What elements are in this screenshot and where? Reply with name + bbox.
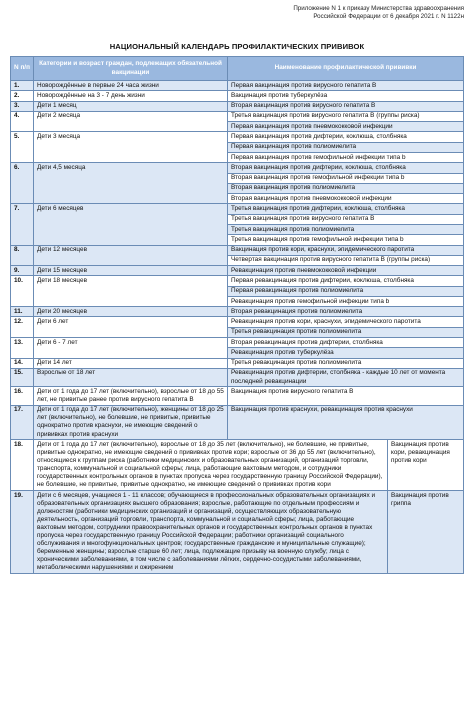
column-header-category: Категории и возраст граждан, подлежащих обязательной вакцинации <box>34 57 228 81</box>
row-category: Дети 18 месяцев <box>34 276 228 307</box>
row-category: Дети 2 месяца <box>34 111 228 132</box>
row-vaccination: Первая ревакцинация против дифтерии, коклюша, столбняка <box>228 276 464 286</box>
row-category: Дети 6 - 7 лет <box>34 338 228 359</box>
row-vaccination: Первая ревакцинация против полиомиелита <box>228 286 464 296</box>
table-row <box>11 405 464 440</box>
row-number: 2. <box>11 91 34 101</box>
table-row <box>11 204 464 214</box>
row-number: 10. <box>11 276 34 307</box>
row-vaccination: Третья вакцинация против гемофильной инфекции типа b <box>228 235 464 245</box>
vaccination-calendar-table <box>10 56 464 574</box>
row-number: 15. <box>11 368 34 386</box>
row-vaccination: Третья ревакцинация против полиомиелита <box>228 358 464 368</box>
row-vaccination: Вакцинация против кори, краснухи, эпидемического паротита <box>228 245 464 255</box>
row-vaccination: Третья вакцинация против вирусного гепатита B <box>228 214 464 224</box>
row-vaccination: Ревакцинация против гемофильной инфекции типа b <box>228 296 464 306</box>
row-number: 1. <box>11 81 34 91</box>
row-category: Дети 14 лет <box>34 358 228 368</box>
row-category: Дети от 1 года до 17 лет (включительно), взрослые от 18 до 55 лет, не привитые ранее против вирусного гепатита B <box>34 387 228 405</box>
table-row <box>11 317 464 327</box>
row-vaccination: Вакцинация против гриппа <box>388 490 464 573</box>
row-vaccination: Первая вакцинация против гемофильной инфекции типа b <box>228 152 464 162</box>
row-vaccination: Ревакцинация против дифтерии, столбняка - каждые 10 лет от момента последней ревакцинации <box>228 368 464 386</box>
row-number: 13. <box>11 338 34 359</box>
table-row <box>11 368 464 386</box>
row-vaccination: Первая вакцинация против вирусного гепатита B <box>228 81 464 91</box>
row-number: 7. <box>11 204 34 245</box>
row-category: Дети от 1 года до 17 лет (включительно), женщины от 18 до 25 лет (включительно), не болевшие, не привитые, привитые однократно против краснухи, не имеющие сведений о прививках против краснухи <box>34 405 228 440</box>
row-vaccination: Первая вакцинация против дифтерии, коклюша, столбняка <box>228 132 464 142</box>
row-vaccination: Третья вакцинация против вирусного гепатита B (группы риска) <box>228 111 464 121</box>
row-vaccination: Вторая вакцинация против вирусного гепатита B <box>228 101 464 111</box>
row-vaccination: Ревакцинация против туберкулёза <box>228 348 464 358</box>
row-vaccination: Вакцинация против краснухи, ревакцинация против краснухи <box>228 405 464 440</box>
row-number: 3. <box>11 101 34 111</box>
row-number: 18. <box>11 440 34 491</box>
table-row <box>11 387 464 405</box>
row-category: Дети от 1 года до 17 лет (включительно), взрослые от 18 до 35 лет (включительно), не болевшие, не привитые, привитые однократно, не имеющие сведений о прививках против кори; взрослые от 36 до 55 лет (включительно), относящиеся к группам риска (работники медицинских и образовательных организаций, организаций торговли, транспорта, коммунальной и социальной сферы; лица, работающие вахтовым методом, и сотрудники государственных контрольных органов в пунктах пропуска через государственную границу Российской Федерации), не болевшие, не привитые, привитые однократно, не имеющие сведений о прививках против кори <box>34 440 388 491</box>
row-category: Дети 1 месяц <box>34 101 228 111</box>
row-category: Дети 3 месяца <box>34 132 228 163</box>
row-vaccination: Вторая ревакцинация против полиомиелита <box>228 307 464 317</box>
row-number: 19. <box>11 490 34 573</box>
row-vaccination: Ревакцинация против пневмококковой инфекции <box>228 266 464 276</box>
row-category: Дети 4,5 месяца <box>34 163 228 204</box>
row-vaccination: Вторая вакцинация против дифтерии, коклюша, столбняка <box>228 163 464 173</box>
row-number: 4. <box>11 111 34 132</box>
table-row <box>11 490 464 573</box>
table-row <box>11 266 464 276</box>
column-header-number: N п/п <box>11 57 34 81</box>
table-row <box>11 91 464 101</box>
table-row <box>11 245 464 255</box>
table-row <box>11 111 464 121</box>
row-vaccination: Вакцинация против кори, ревакцинация против кори <box>388 440 464 491</box>
row-category: Взрослые от 18 лет <box>34 368 228 386</box>
row-vaccination: Первая вакцинация против пневмококковой инфекции <box>228 122 464 132</box>
row-category: Дети 12 месяцев <box>34 245 228 266</box>
table-row <box>11 132 464 142</box>
row-vaccination: Четвертая вакцинация против вирусного гепатита B (группы риска) <box>228 255 464 265</box>
table-row <box>11 338 464 348</box>
row-vaccination: Первая вакцинация против полиомиелита <box>228 142 464 152</box>
table-row <box>11 440 464 491</box>
row-vaccination: Третья ревакцинация против полиомиелита <box>228 327 464 337</box>
row-number: 12. <box>11 317 34 338</box>
appendix-line: Российской Федерации от 6 декабря 2021 г. N 1122н <box>313 13 464 20</box>
row-number: 11. <box>11 307 34 317</box>
row-category: Дети 6 месяцев <box>34 204 228 245</box>
row-vaccination: Вторая вакцинация против гемофильной инфекции типа b <box>228 173 464 183</box>
appendix-note <box>224 5 464 21</box>
table-row <box>11 358 464 368</box>
row-vaccination: Вторая вакцинация против пневмококковой инфекции <box>228 194 464 204</box>
row-vaccination: Третья вакцинация против дифтерии, коклюша, столбняка <box>228 204 464 214</box>
row-number: 5. <box>11 132 34 163</box>
column-header-vaccination: Наименование профилактической прививки <box>228 57 464 81</box>
row-number: 8. <box>11 245 34 266</box>
document-title: НАЦИОНАЛЬНЫЙ КАЛЕНДАРЬ ПРОФИЛАКТИЧЕСКИХ ПРИВИВОК <box>109 42 365 51</box>
row-number: 16. <box>11 387 34 405</box>
row-vaccination: Вторая вакцинация против полиомиелита <box>228 183 464 193</box>
row-number: 9. <box>11 266 34 276</box>
row-category: Дети 15 месяцев <box>34 266 228 276</box>
row-vaccination: Вторая ревакцинация против дифтерии, столбняка <box>228 338 464 348</box>
row-category: Дети 6 лет <box>34 317 228 338</box>
row-category: Новорождённые в первые 24 часа жизни <box>34 81 228 91</box>
table-row <box>11 276 464 286</box>
table-row <box>11 307 464 317</box>
table-row <box>11 101 464 111</box>
row-number: 6. <box>11 163 34 204</box>
row-category: Дети с 6 месяцев, учащиеся 1 - 11 классов; обучающиеся в профессиональных образовательных организациях и образовательных организациях высшего образования; взрослые, работающие по отдельным профессиям и должностям (работники медицинских организаций и организаций, осуществляющих образовательную деятельность, организаций торговли, транспорта, коммунальной и социальной сферы; лица, работающие вахтовым методом, сотрудники правоохранительных органов и государственных контрольных органов в пунктах пропуска через государственную границу Российской Федерации; работники организаций социального обслуживания и многофункциональных центров; государственные гражданские и муниципальные служащие); беременные женщины; взрослые старше 60 лет; лица, подлежащие призыву на военную службу; лица с хроническими заболеваниями, в том числе с заболеваниями лёгких, сердечно-сосудистыми заболеваниями, метаболическими нарушениями и ожирением <box>34 490 388 573</box>
table-row <box>11 81 464 91</box>
row-vaccination: Вакцинация против вирусного гепатита B <box>228 387 464 405</box>
row-vaccination: Ревакцинация против кори, краснухи, эпидемического паротита <box>228 317 464 327</box>
row-number: 17. <box>11 405 34 440</box>
appendix-line: Приложение N 1 к приказу Министерства здравоохранения <box>293 5 464 12</box>
row-category: Новорождённые на 3 - 7 день жизни <box>34 91 228 101</box>
table-row <box>11 163 464 173</box>
row-number: 14. <box>11 358 34 368</box>
row-category: Дети 20 месяцев <box>34 307 228 317</box>
row-vaccination: Третья вакцинация против полиомиелита <box>228 224 464 234</box>
row-vaccination: Вакцинация против туберкулёза <box>228 91 464 101</box>
